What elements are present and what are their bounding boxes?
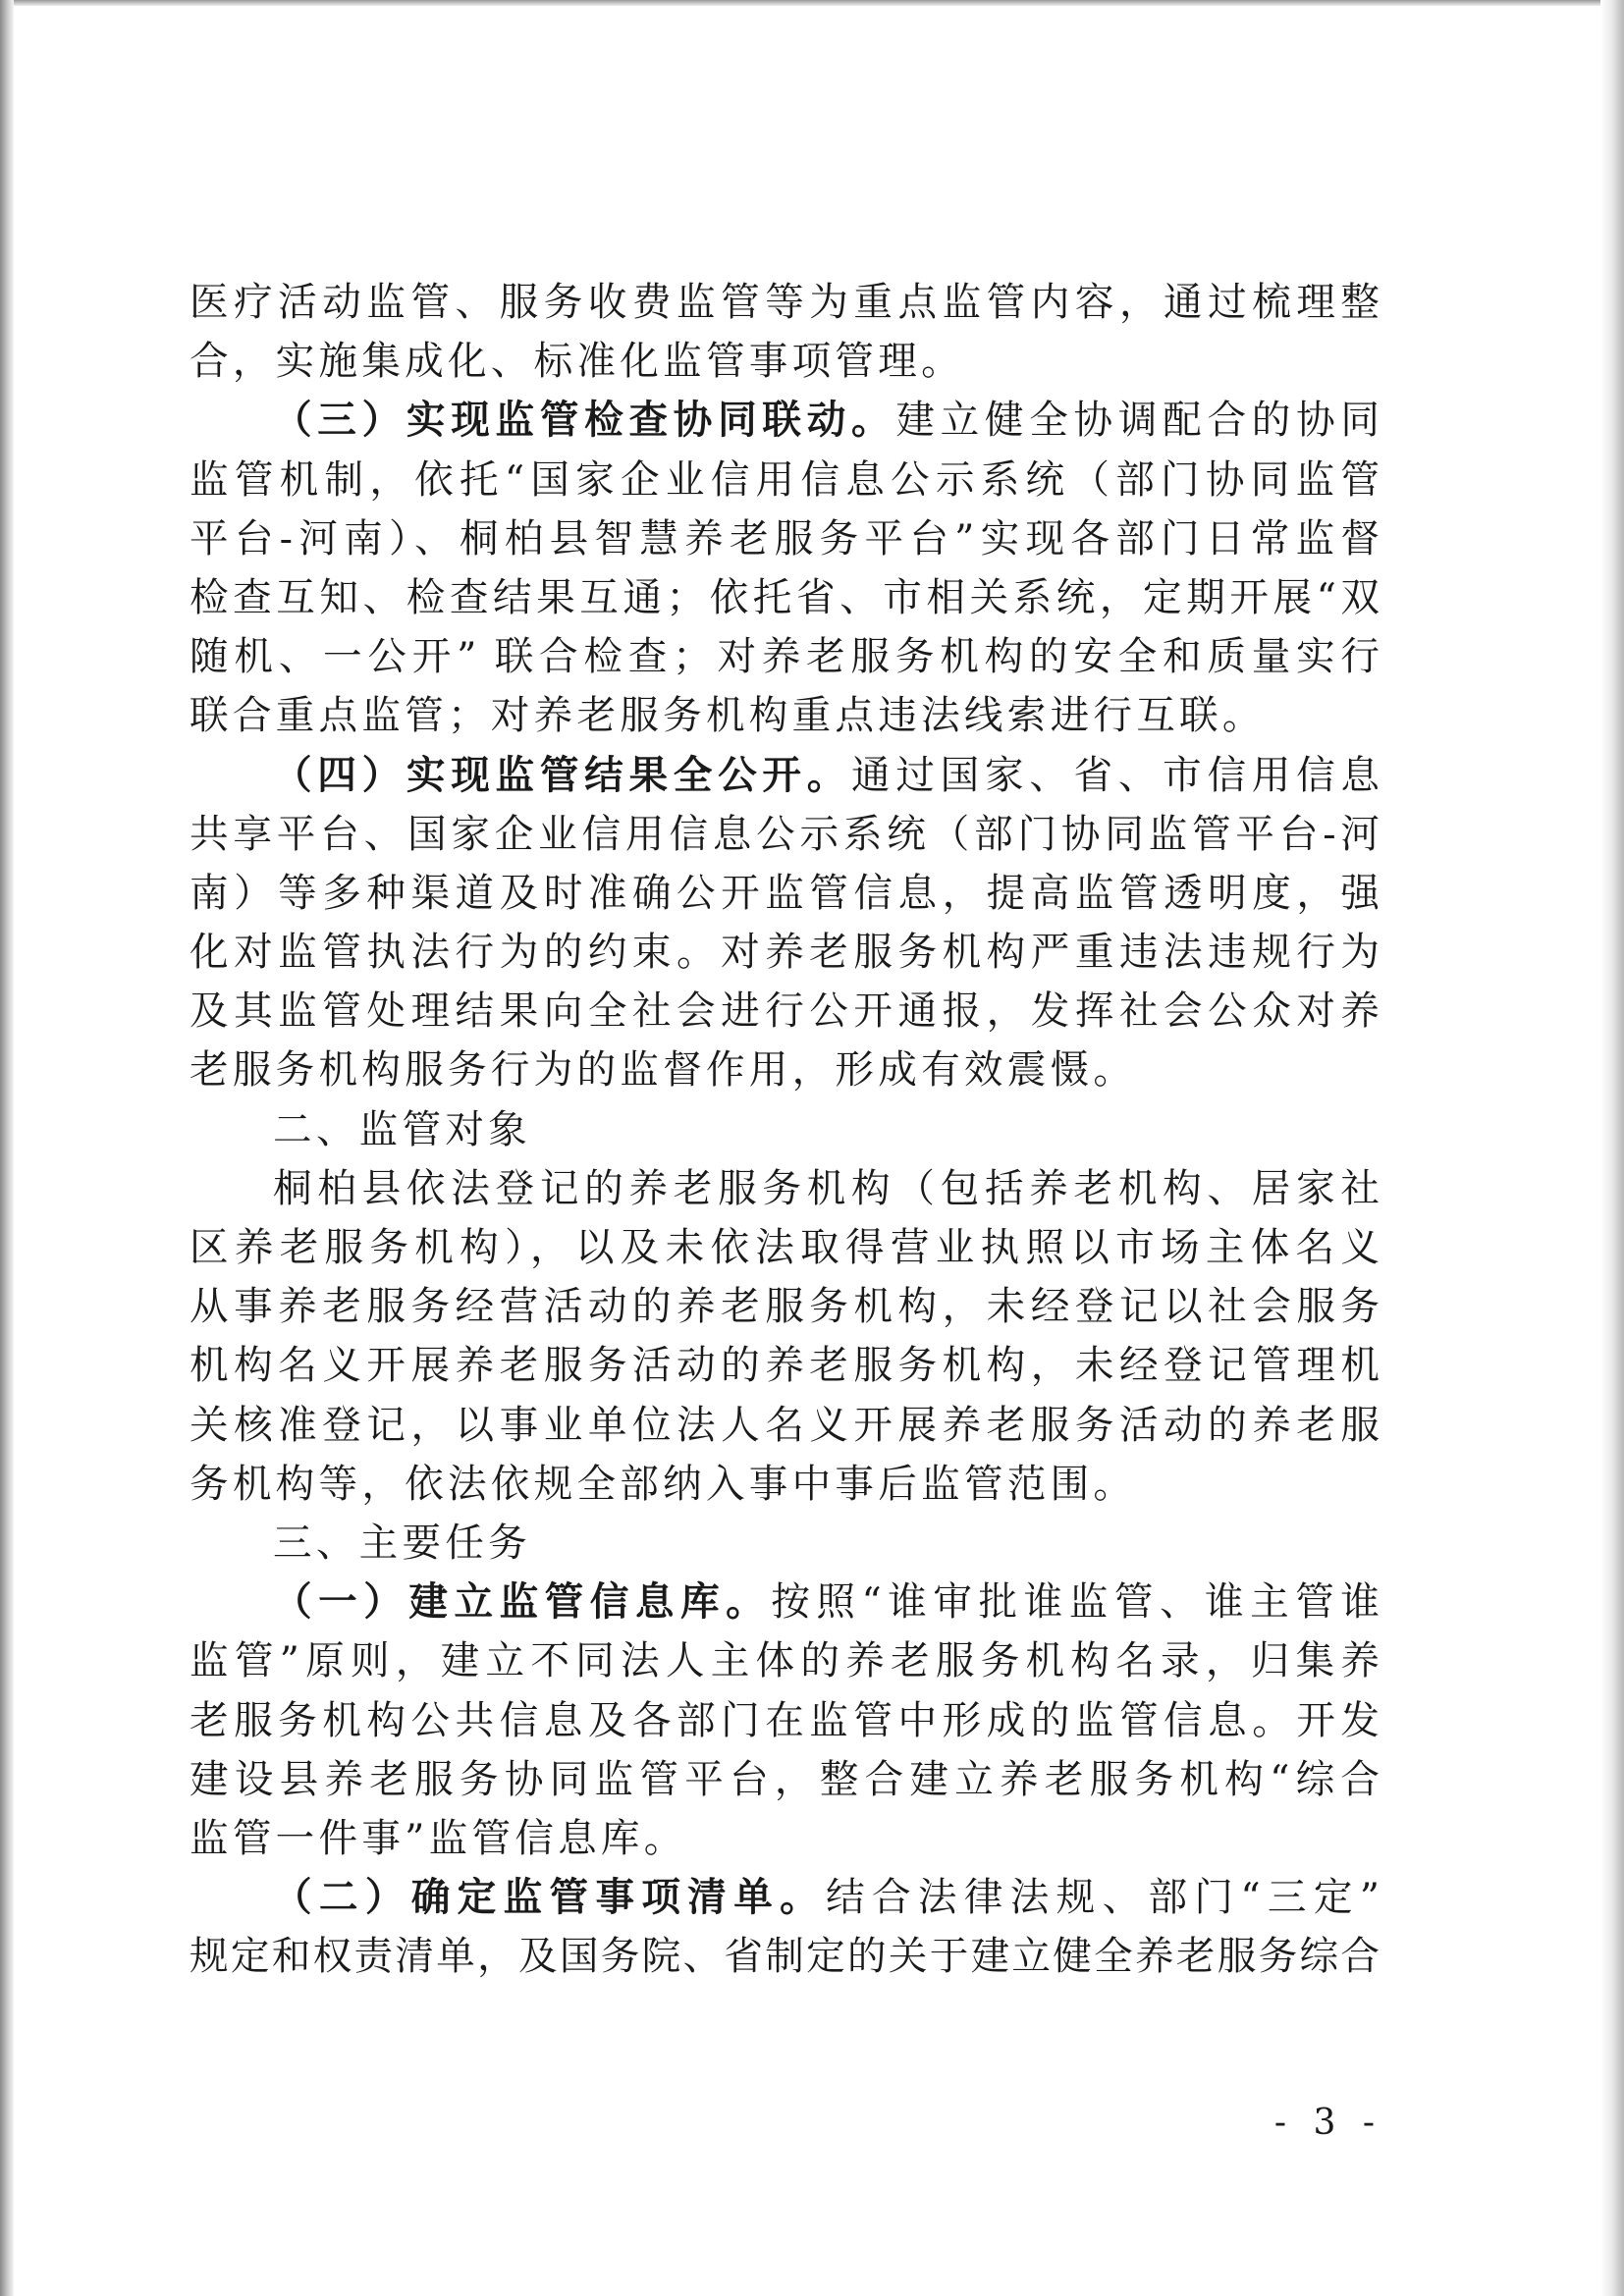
text-line xyxy=(189,1455,1380,1514)
text-line xyxy=(189,1277,1380,1336)
text-line xyxy=(189,864,1380,923)
text-line xyxy=(189,923,1380,982)
section-heading-text: 三、主要任务 xyxy=(273,1520,531,1566)
text-line xyxy=(189,391,1380,450)
subsection-title: （一）建立监管信息库。 xyxy=(273,1579,772,1626)
text-line xyxy=(189,1750,1380,1809)
text-line xyxy=(189,1691,1380,1750)
paragraph-text: 按照“谁审批谁监管、谁主管谁 xyxy=(771,1579,1380,1626)
paragraph-text: 务机构等，依法依规全部纳入事中事后监管范围。 xyxy=(189,1461,1137,1507)
paragraph-text: 监管机制，依托“国家企业信用信息公示系统（部门协同监管 xyxy=(189,456,1380,503)
paragraph-text: 区养老服务机构），以及未依法取得营业执照以市场主体名义 xyxy=(189,1225,1380,1270)
subsection-title: （二）确定监管事项清单。 xyxy=(273,1875,827,1921)
text-line xyxy=(189,509,1380,568)
subsection-title: （三）实现监管检查协同联动。 xyxy=(273,398,896,444)
page-number: - 3 - xyxy=(1273,2103,1382,2143)
scan-edge-right xyxy=(1600,0,1624,2296)
paragraph-text: 建设县养老服务协同监管平台，整合建立养老服务机构“综合 xyxy=(189,1756,1380,1802)
text-line xyxy=(189,805,1380,864)
section-heading xyxy=(189,1514,1380,1573)
text-line xyxy=(189,1396,1380,1455)
paragraph-text: 建立健全协调配合的协同 xyxy=(895,398,1380,444)
paragraph-text: 平台-河南）、桐柏县智慧养老服务平台”实现各部门日常监督 xyxy=(189,515,1380,561)
paragraph-text: 随机、一公开” 联合检查；对养老服务机构的安全和质量实行 xyxy=(189,634,1380,680)
text-line xyxy=(189,1927,1380,1986)
text-line xyxy=(189,332,1380,391)
text-line xyxy=(189,686,1380,745)
paragraph-text: 桐柏县依法登记的养老服务机构（包括养老机构、居家社 xyxy=(273,1165,1380,1211)
scan-edge-left xyxy=(0,0,14,2296)
paragraph-text: 老服务机构服务行为的监督作用，形成有效震慑。 xyxy=(189,1047,1137,1094)
paragraph-text: 结合法律法规、部门“三定” xyxy=(826,1875,1380,1921)
paragraph-text: 规定和权责清单，及国务院、省制定的关于建立健全养老服务综合 xyxy=(189,1934,1380,1980)
text-line xyxy=(189,273,1380,332)
text-line xyxy=(189,1041,1380,1099)
text-line xyxy=(189,1336,1380,1395)
text-line xyxy=(189,1573,1380,1631)
subsection-title: （四）实现监管结果全公开。 xyxy=(273,752,852,798)
paragraph-text: 机构名义开展养老服务活动的养老服务机构，未经登记管理机 xyxy=(189,1343,1380,1389)
text-line xyxy=(189,568,1380,627)
paragraph-text: 合，实施集成化、标准化监管事项管理。 xyxy=(189,339,964,385)
section-heading-text: 二、监管对象 xyxy=(273,1106,531,1152)
text-line xyxy=(189,451,1380,509)
text-line xyxy=(189,1159,1380,1218)
paragraph-text: 检查互知、检查结果互通；依托省、市相关系统，定期开展“双 xyxy=(189,574,1380,620)
text-line xyxy=(189,627,1380,686)
paragraph-text: 老服务机构公共信息及各部门在监管中形成的监管信息。开发 xyxy=(189,1697,1380,1743)
paragraph-text: 关核准登记，以事业单位法人名义开展养老服务活动的养老服 xyxy=(189,1402,1380,1448)
paragraph-text: 及其监管处理结果向全社会进行公开通报，发挥社会公众对养 xyxy=(189,988,1380,1035)
paragraph-text: 监管”原则，建立不同法人主体的养老服务机构名录，归集养 xyxy=(189,1638,1380,1684)
text-line xyxy=(189,1218,1380,1277)
paragraph-text: 化对监管执法行为的约束。对养老服务机构严重违法违规行为 xyxy=(189,930,1380,976)
paragraph-text: 监管一件事”监管信息库。 xyxy=(189,1815,687,1861)
paragraph-text: 共享平台、国家企业信用信息公示系统（部门协同监管平台-河 xyxy=(189,811,1380,857)
section-heading xyxy=(189,1100,1380,1159)
text-line xyxy=(189,1631,1380,1690)
paragraph-text: 通过国家、省、市信用信息 xyxy=(851,752,1380,798)
scan-edge-top xyxy=(0,0,1624,6)
document-body xyxy=(189,273,1380,1986)
paragraph-text: 医疗活动监管、服务收费监管等为重点监管内容，通过梳理整 xyxy=(189,280,1380,325)
text-line xyxy=(189,746,1380,805)
paragraph-text: 联合重点监管；对养老服务机构重点违法线索进行互联。 xyxy=(189,693,1266,739)
paragraph-text: 从事养老服务经营活动的养老服务机构，未经登记以社会服务 xyxy=(189,1284,1380,1330)
paragraph-text: 南）等多种渠道及时准确公开监管信息，提高监管透明度，强 xyxy=(189,870,1380,916)
text-line xyxy=(189,1809,1380,1868)
text-line xyxy=(189,982,1380,1041)
text-line xyxy=(189,1868,1380,1927)
